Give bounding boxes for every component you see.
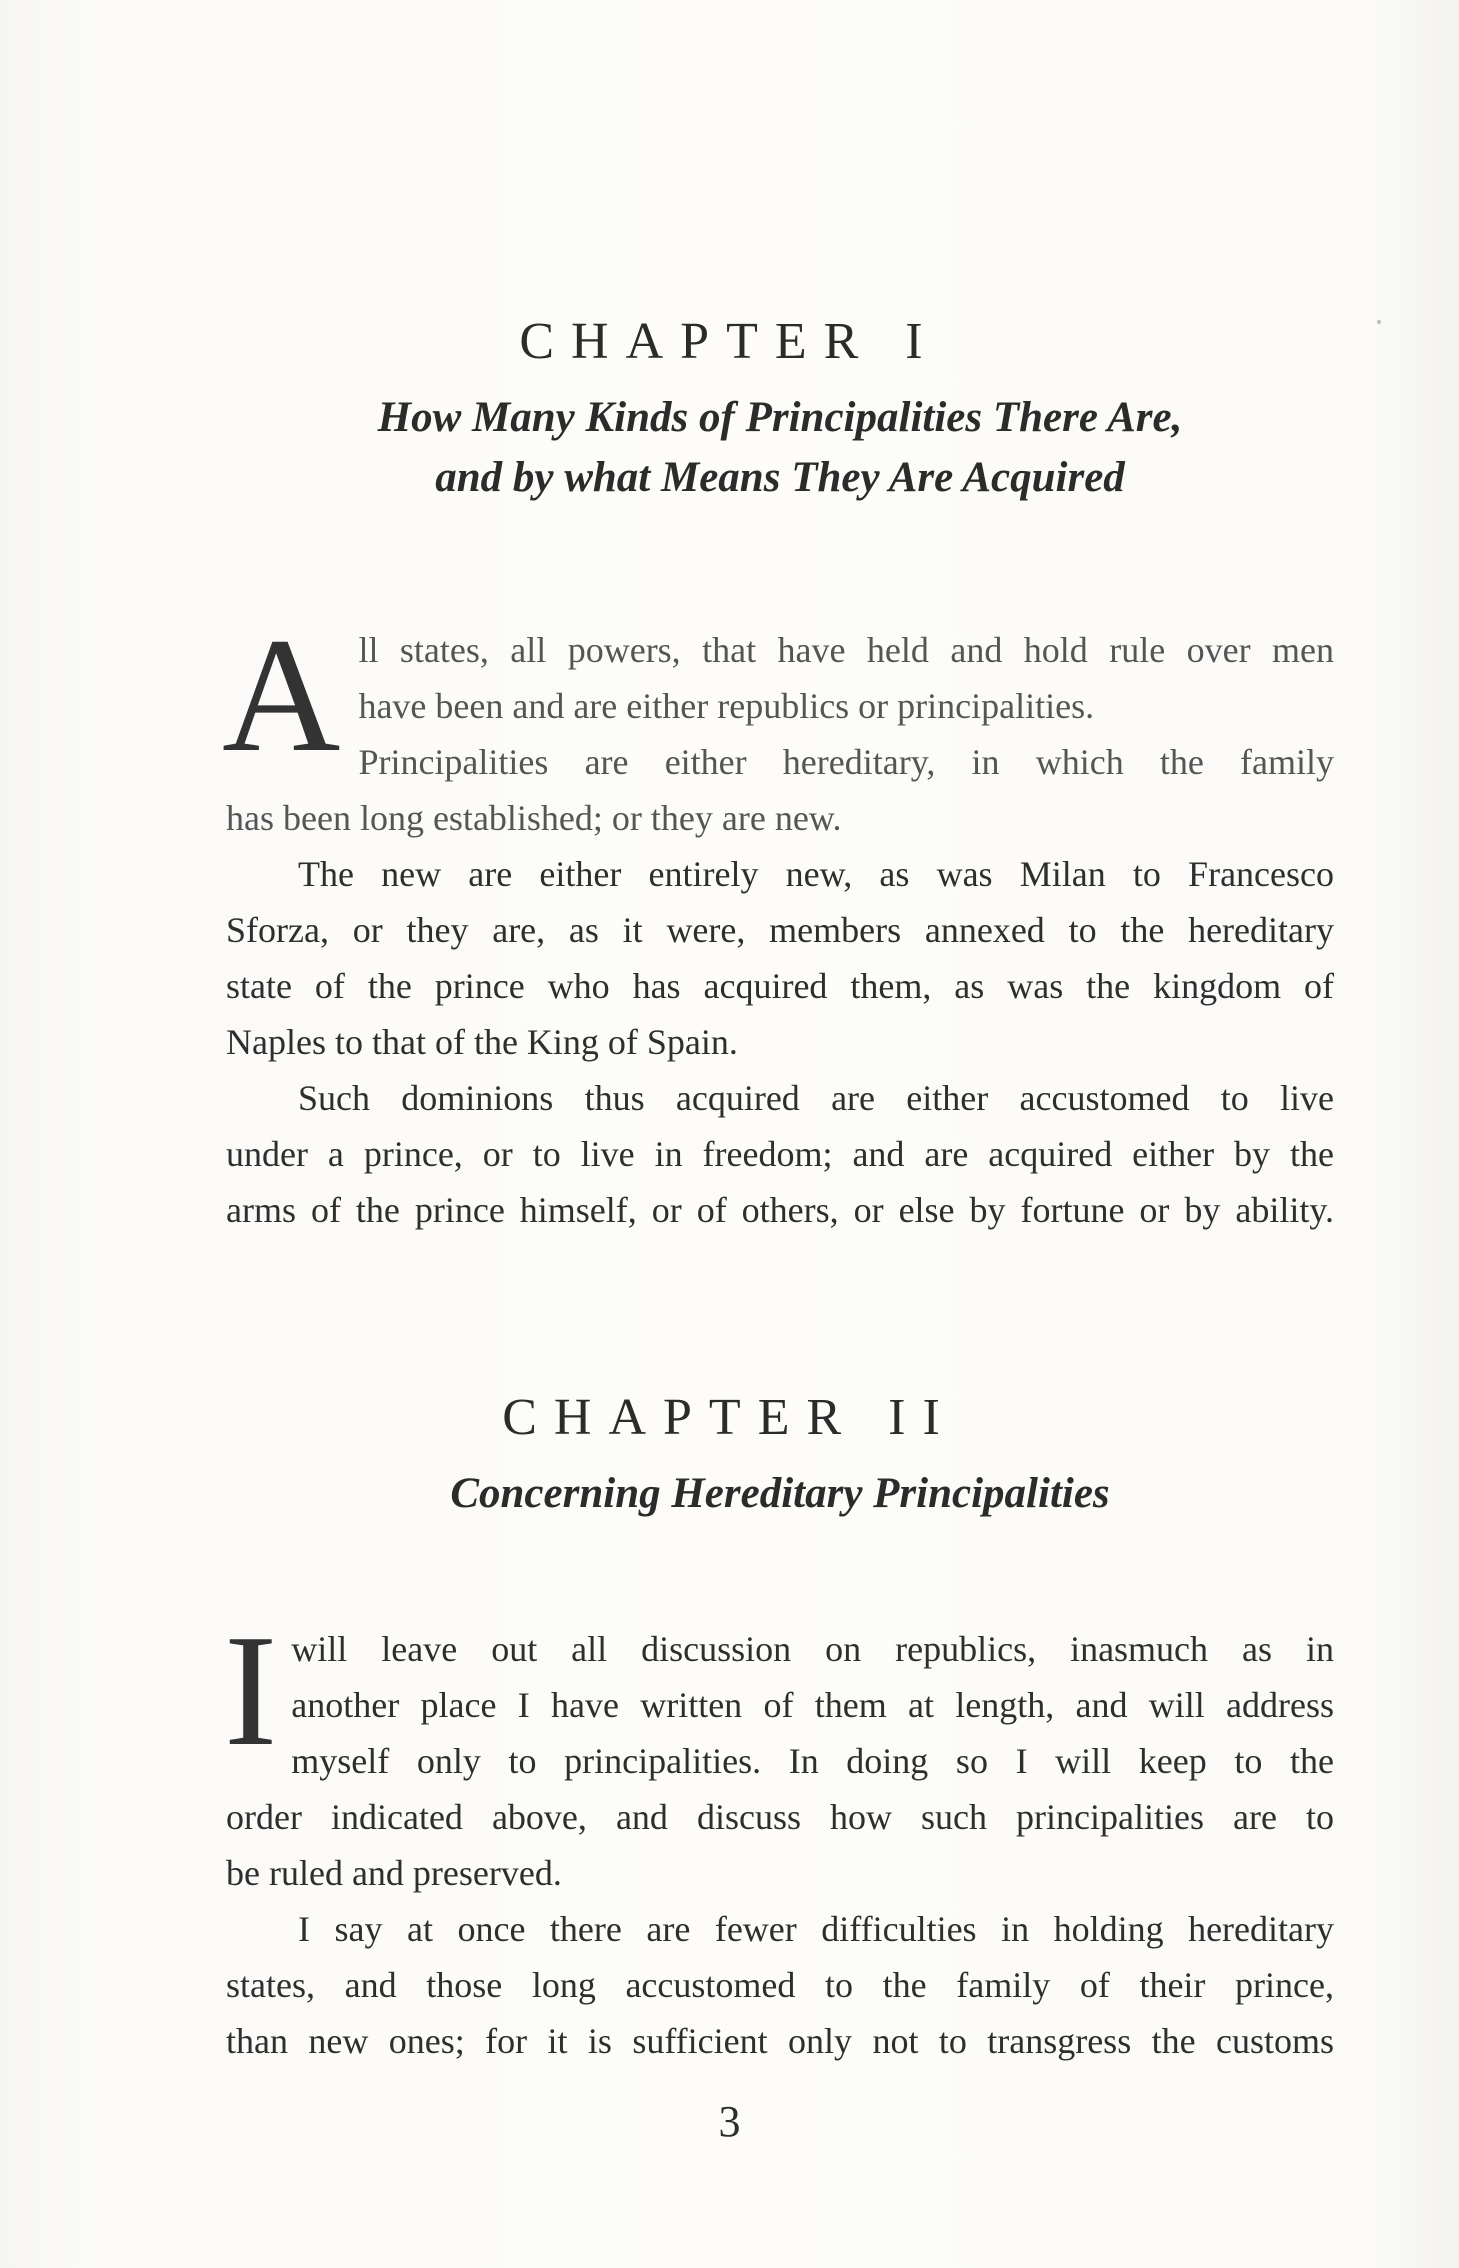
chapter-1-paragraph-1: [222, 605, 1334, 846]
text-line: Naples to that of the King of Spain.: [226, 1022, 738, 1062]
chapter-1-subtitle-line-1: How Many Kinds of Principalities There Are,: [377, 394, 1183, 441]
text-line: states, and those long accustomed to the family of their prince,: [226, 1965, 1334, 2005]
text-line: be ruled and preserved.: [226, 1853, 562, 1893]
text-line: has been long established; or they are new.: [226, 798, 842, 838]
drop-cap-a: A: [222, 605, 341, 786]
chapter-1-paragraph-2: [226, 846, 1334, 1070]
chapter-1-subtitle-line-2: and by what Means They Are Acquired: [435, 454, 1125, 501]
chapter-2-subtitle: [200, 1464, 1360, 1524]
page-number: 3: [718, 2097, 741, 2146]
text-line: than new ones; for it is sufficient only not to transgress the customs: [226, 2021, 1334, 2061]
drop-cap-i: I: [224, 1601, 278, 1779]
text-line: ll states, all powers, that have held and hold rule over men: [358, 630, 1334, 670]
chapter-1-subtitle: [200, 388, 1360, 508]
text-line: myself only to principalities. In doing so I will keep to the: [291, 1741, 1334, 1781]
text-line: Such dominions thus acquired are either accustomed to live: [298, 1078, 1334, 1118]
text-line: another place I have written of them at length, and will address: [291, 1685, 1334, 1725]
text-line: order indicated above, and discuss how such principalities are to: [226, 1797, 1334, 1837]
text-line: will leave out all discussion on republics, inasmuch as in: [291, 1629, 1334, 1669]
text-line: Principalities are either hereditary, in which the family: [358, 742, 1334, 782]
chapter-1-paragraph-3: [226, 1070, 1334, 1238]
text-line: under a prince, or to live in freedom; and are acquired either by the: [226, 1134, 1334, 1174]
chapter-2-body: [224, 1601, 1334, 2069]
chapter-1-body: [222, 605, 1334, 1238]
text-line: state of the prince who has acquired them, as was the kingdom of: [226, 966, 1334, 1006]
text-line: have been and are either republics or principalities.: [358, 686, 1095, 726]
chapter-1-title: CHAPTER I: [519, 313, 940, 370]
text-line: I say at once there are fewer difficulties in holding hereditary: [298, 1909, 1334, 1949]
text-line: Sforza, or they are, as it were, members annexed to the hereditary: [226, 910, 1334, 950]
text-line: The new are either entirely new, as was Milan to Francesco: [298, 854, 1334, 894]
chapter-2-title: CHAPTER II: [502, 1389, 957, 1446]
chapter-2-subtitle-line: Concerning Hereditary Principalities: [450, 1470, 1110, 1517]
chapter-2-paragraph-2: [226, 1901, 1334, 2069]
chapter-2-paragraph-1: [224, 1601, 1334, 1901]
text-line: arms of the prince himself, or of others, or else by fortune or by ability.: [226, 1190, 1334, 1230]
